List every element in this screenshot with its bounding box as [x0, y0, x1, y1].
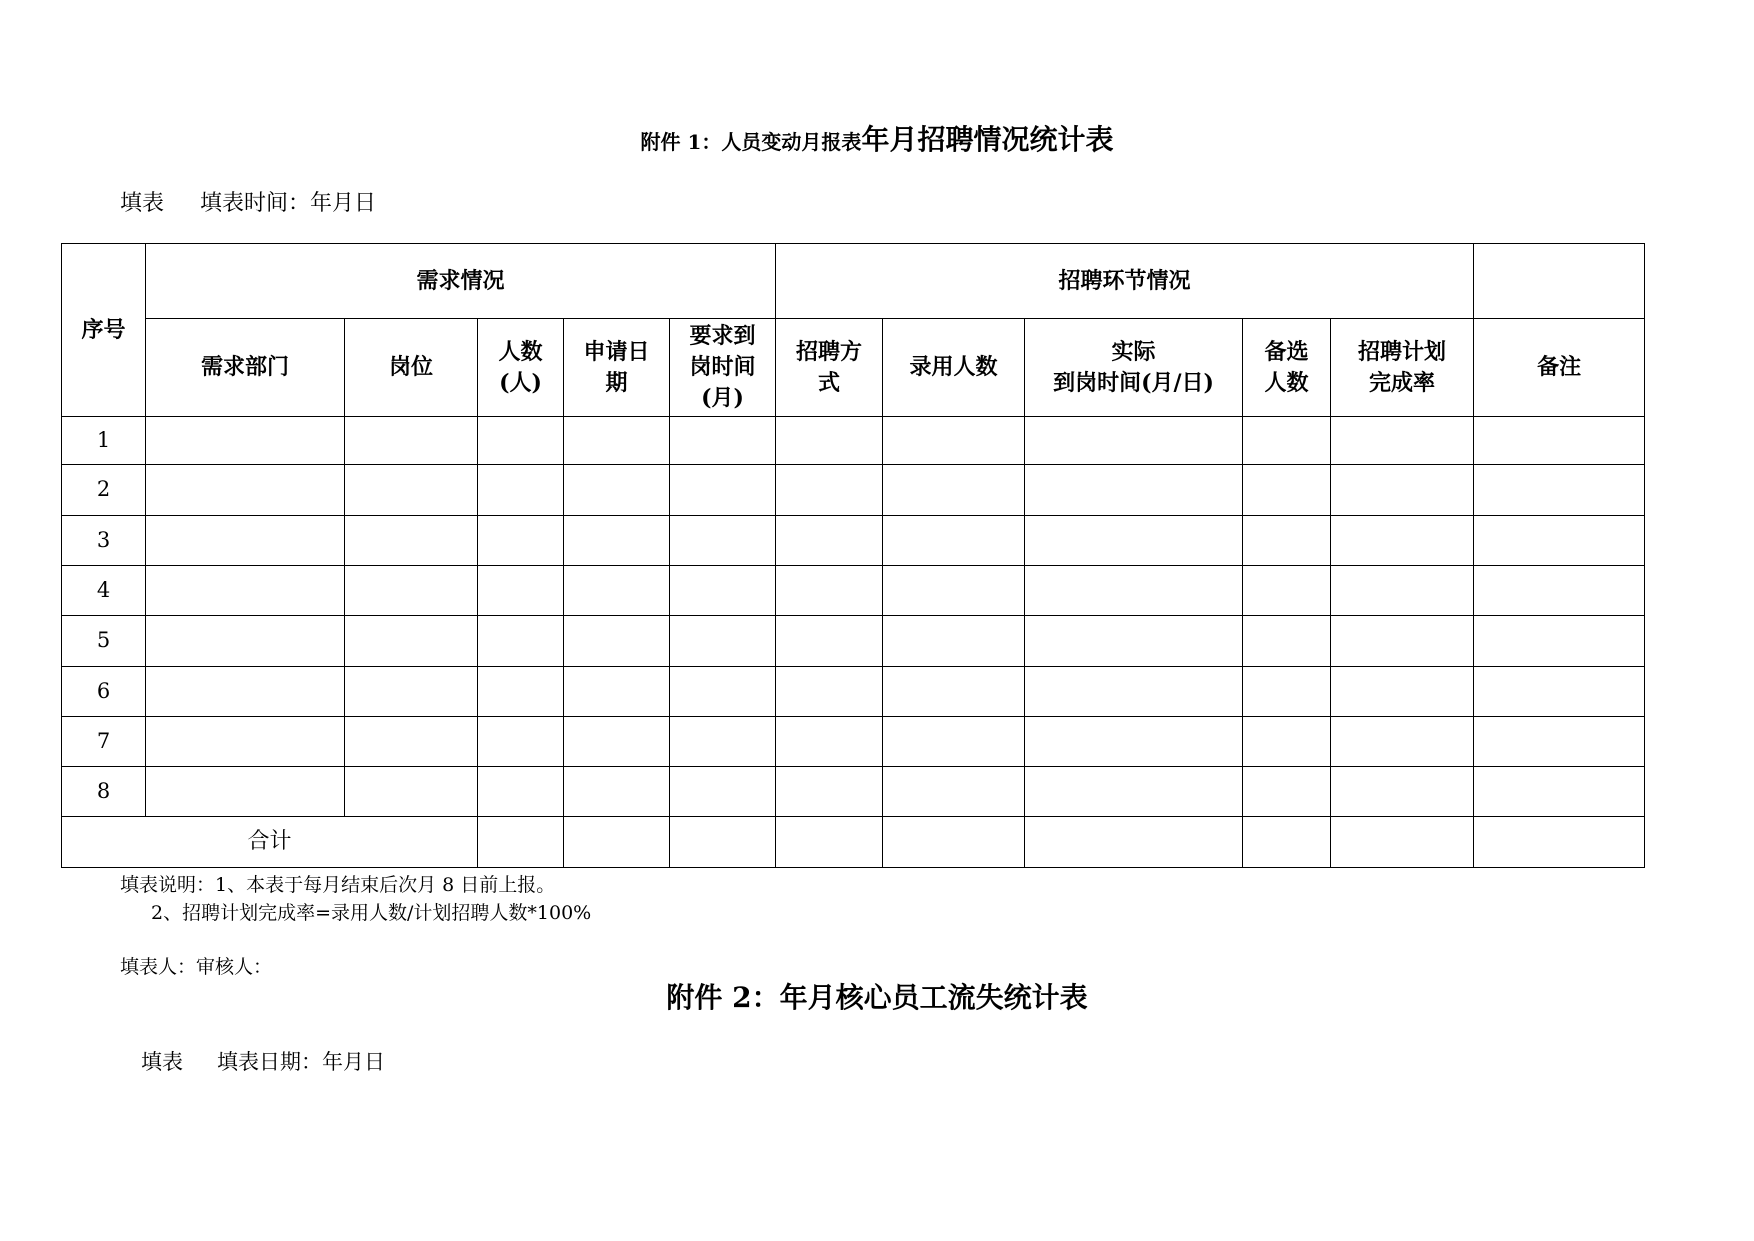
table-cell — [478, 667, 564, 717]
table-cell — [1243, 767, 1331, 817]
table-cell — [670, 817, 776, 868]
table-row — [62, 417, 1645, 465]
table-cell — [776, 417, 883, 465]
header-backup: 备选 人数 — [1243, 319, 1331, 417]
table-cell — [1243, 566, 1331, 616]
table-cell — [1025, 667, 1243, 717]
table-cell — [146, 667, 345, 717]
header-dept: 需求部门 — [146, 319, 345, 417]
table-cell — [1331, 817, 1474, 868]
title-1-prefix: 附件 1：人员变动月报表 — [640, 130, 862, 154]
table-cell — [1025, 417, 1243, 465]
row-number: 6 — [62, 667, 146, 717]
table-cell — [146, 465, 345, 516]
header-actual-date: 实际 到岗时间(月/日) — [1025, 319, 1243, 417]
table-cell — [883, 817, 1025, 868]
table-cell — [883, 717, 1025, 767]
table-cell — [1025, 516, 1243, 566]
table-cell — [478, 465, 564, 516]
table-cell — [345, 767, 478, 817]
table-row — [62, 616, 1645, 667]
table-cell — [883, 465, 1025, 516]
table-row — [62, 717, 1645, 767]
table-cell — [564, 616, 670, 667]
table-cell — [1331, 417, 1474, 465]
table-cell — [345, 717, 478, 767]
table-cell — [1025, 817, 1243, 868]
table-cell — [146, 767, 345, 817]
table-cell — [670, 417, 776, 465]
table-cell — [1243, 667, 1331, 717]
table-cell — [1331, 717, 1474, 767]
row-number: 3 — [62, 516, 146, 566]
table-cell — [1243, 717, 1331, 767]
table-cell — [1474, 717, 1645, 767]
table-cell — [564, 516, 670, 566]
table-row — [62, 667, 1645, 717]
table-cell — [478, 717, 564, 767]
table-cell — [1243, 616, 1331, 667]
table-cell — [1025, 616, 1243, 667]
fill-note-2: 2、招聘计划完成率=录用人数/计划招聘人数*100% — [151, 902, 592, 924]
table-cell — [146, 616, 345, 667]
table-cell — [776, 516, 883, 566]
table-cell — [883, 566, 1025, 616]
table-cell — [883, 767, 1025, 817]
table-cell — [776, 566, 883, 616]
table-cell — [564, 667, 670, 717]
table-cell — [478, 516, 564, 566]
table-cell — [146, 566, 345, 616]
row-number: 7 — [62, 717, 146, 767]
table-cell — [670, 667, 776, 717]
table-body — [62, 417, 1645, 817]
header-remark: 备注 — [1474, 319, 1645, 417]
table-cell — [883, 417, 1025, 465]
table-cell — [564, 767, 670, 817]
table-row — [62, 465, 1645, 516]
table-cell — [345, 465, 478, 516]
table-cell — [564, 566, 670, 616]
table-cell — [883, 667, 1025, 717]
table-cell — [1331, 566, 1474, 616]
total-row — [62, 817, 1645, 868]
table-cell — [776, 717, 883, 767]
table-cell — [670, 516, 776, 566]
fill-time: 填表时间：年月日 — [200, 191, 377, 216]
fill-label: 填表 — [120, 191, 165, 216]
header-method: 招聘方 式 — [776, 319, 883, 417]
table-cell — [1331, 516, 1474, 566]
table-row — [62, 566, 1645, 616]
table-cell — [776, 465, 883, 516]
header-seq: 序号 — [62, 244, 146, 417]
header-apply-date: 申请日 期 — [564, 319, 670, 417]
table-cell — [883, 516, 1025, 566]
table-cell — [1243, 417, 1331, 465]
table-cell — [564, 717, 670, 767]
table-cell — [670, 717, 776, 767]
header-required-date: 要求到 岗时间 (月) — [670, 319, 776, 417]
table-cell — [345, 616, 478, 667]
table-cell — [1025, 767, 1243, 817]
title-1-main: 年月招聘情况统计表 — [861, 123, 1114, 156]
header-completion-rate: 招聘计划 完成率 — [1331, 319, 1474, 417]
header-group-recruit: 招聘环节情况 — [776, 244, 1474, 319]
table-cell — [1331, 616, 1474, 667]
table-cell — [146, 516, 345, 566]
table-cell — [564, 817, 670, 868]
table-cell — [345, 667, 478, 717]
table-cell — [1331, 667, 1474, 717]
table-cell — [1474, 566, 1645, 616]
table-cell — [1025, 717, 1243, 767]
header-count: 人数 (人) — [478, 319, 564, 417]
document-title-1 — [0, 118, 1754, 158]
fill-note-1: 填表说明：1、本表于每月结束后次月 8 日前上报。 — [120, 874, 556, 896]
table-cell — [1243, 516, 1331, 566]
table-cell — [345, 516, 478, 566]
table-cell — [1025, 566, 1243, 616]
table-cell — [345, 566, 478, 616]
table-cell — [1331, 465, 1474, 516]
signer-line: 填表人：审核人： — [120, 956, 273, 978]
table-cell — [1474, 516, 1645, 566]
table-cell — [670, 616, 776, 667]
table-cell — [670, 767, 776, 817]
table-cell — [345, 417, 478, 465]
recruitment-table — [61, 243, 1645, 868]
fill-2-label: 填表 — [141, 1050, 183, 1074]
row-number: 5 — [62, 616, 146, 667]
table-cell — [478, 767, 564, 817]
table-cell — [478, 566, 564, 616]
table-row — [62, 516, 1645, 566]
table-cell — [1474, 417, 1645, 465]
table-cell — [564, 417, 670, 465]
table-cell — [1243, 817, 1331, 868]
table-cell — [1474, 616, 1645, 667]
header-hired: 录用人数 — [883, 319, 1025, 417]
table-cell — [776, 817, 883, 868]
row-number: 1 — [62, 417, 146, 465]
table-cell — [146, 417, 345, 465]
row-number: 8 — [62, 767, 146, 817]
header-post: 岗位 — [345, 319, 478, 417]
table-cell — [478, 616, 564, 667]
table-cell — [1474, 817, 1645, 868]
total-label: 合计 — [62, 817, 478, 868]
table-cell — [670, 465, 776, 516]
table-cell — [564, 465, 670, 516]
table-row — [62, 767, 1645, 817]
fill-2-date: 填表日期：年月日 — [217, 1050, 385, 1074]
table-cell — [776, 767, 883, 817]
table-cell — [1331, 767, 1474, 817]
table-cell — [1474, 667, 1645, 717]
fill-info-line — [120, 186, 376, 217]
table-cell — [1243, 465, 1331, 516]
fill-info-line-2 — [141, 1046, 385, 1076]
table-cell — [776, 667, 883, 717]
table-cell — [478, 817, 564, 868]
header-group-demand: 需求情况 — [146, 244, 776, 319]
table-cell — [146, 717, 345, 767]
table-cell — [478, 417, 564, 465]
row-number: 2 — [62, 465, 146, 516]
header-blank-cell — [1474, 244, 1645, 319]
table-cell — [1474, 767, 1645, 817]
table-cell — [1025, 465, 1243, 516]
table-cell — [670, 566, 776, 616]
table-cell — [776, 616, 883, 667]
document-title-2: 附件 2：年月核心员工流失统计表 — [666, 981, 1088, 1014]
row-number: 4 — [62, 566, 146, 616]
table-cell — [1474, 465, 1645, 516]
table-cell — [883, 616, 1025, 667]
